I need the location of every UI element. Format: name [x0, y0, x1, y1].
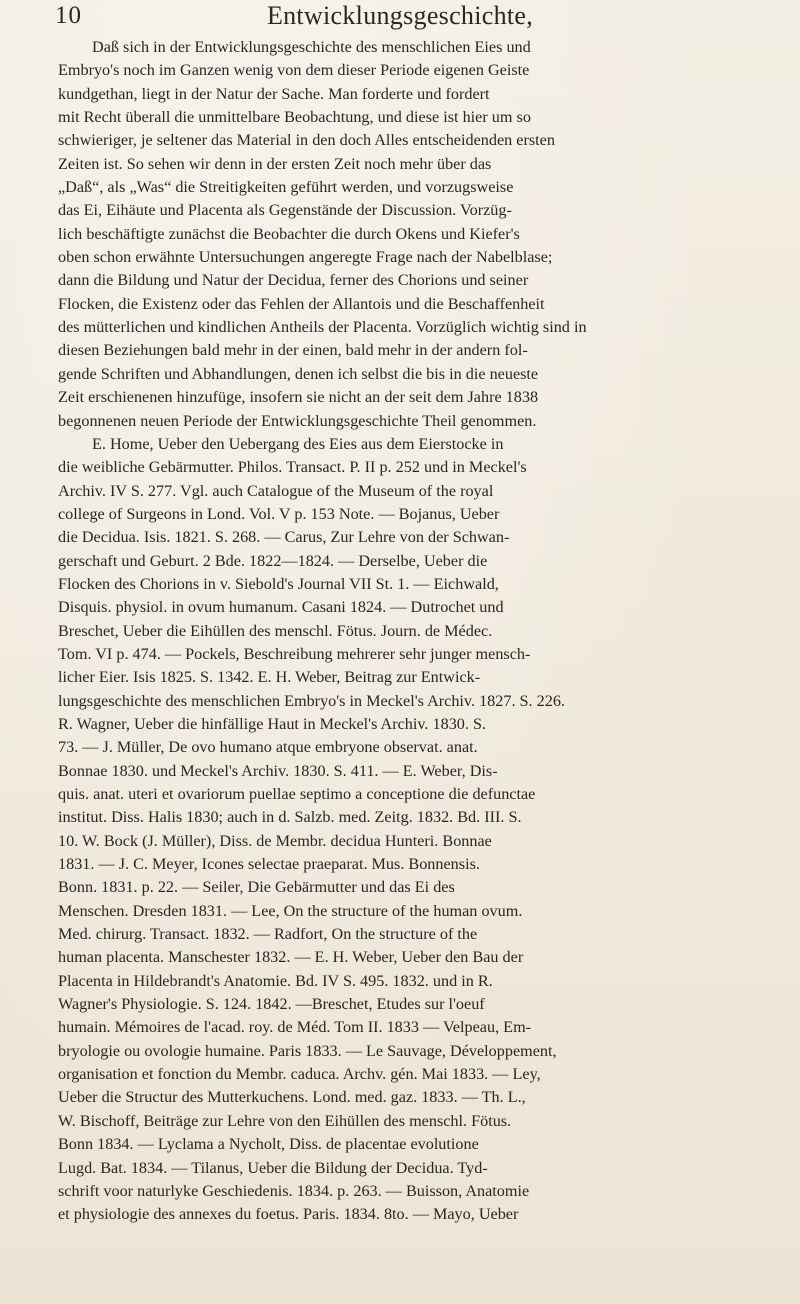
text-line: R. Wagner, Ueber die hinfällige Haut in Meckel's Archiv. 1830. S.	[58, 714, 487, 733]
text-line: schrift voor naturlyke Geschiedenis. 1834. p. 263. — Buisson, Anatomie	[58, 1181, 530, 1200]
text-line: E. Home, Ueber den Uebergang des Eies aus dem Eierstocke in	[92, 434, 504, 453]
text-line: licher Eier. Isis 1825. S. 1342. E. H. Weber, Beitrag zur Entwick-	[58, 668, 481, 687]
text-line: Med. chirurg. Transact. 1832. — Radfort, On the structure of the	[58, 925, 478, 944]
text-line: human placenta. Manschester 1832. — E. H. Weber, Ueber den Bau der	[58, 948, 524, 967]
text-line: kundgethan, liegt in der Natur der Sache. Man forderte und fordert	[58, 84, 490, 103]
text-line: des mütterlichen und kindlichen Antheils der Placenta. Vorzüglich wichtig sind in	[58, 318, 587, 337]
text-line: 10. W. Bock (J. Müller), Diss. de Membr. decidua Hunteri. Bonnae	[58, 831, 492, 850]
text-line: Tom. VI p. 474. — Pockels, Beschreibung mehrerer sehr junger mensch-	[58, 644, 531, 663]
text-line: diesen Beziehungen bald mehr in der einen, bald mehr in der andern fol-	[58, 341, 528, 360]
text-line: Disquis. physiol. in ovum humanum. Casani 1824. — Dutrochet und	[58, 598, 504, 617]
text-line: quis. anat. uteri et ovariorum puellae septimo a conceptione die defunctae	[58, 785, 536, 803]
text-line: 1831. — J. C. Meyer, Icones selectae praeparat. Mus. Bonnensis.	[58, 855, 480, 874]
text-line: schwieriger, je seltener das Material in den doch Alles entscheidenden ersten	[58, 131, 555, 150]
text-line: das Ei, Eihäute und Placenta als Gegenstände der Discussion. Vorzüg-	[58, 201, 512, 220]
text-line: bryologie ou ovologie humaine. Paris 1833. — Le Sauvage, Développement,	[58, 1041, 557, 1060]
text-line: Placenta in Hildebrandt's Anatomie. Bd. IV S. 495. 1832. und in R.	[58, 971, 493, 990]
text-line: Ueber die Structur des Mutterkuchens. Lond. med. gaz. 1833. — Th. L.,	[58, 1088, 526, 1107]
text-line: Lugd. Bat. 1834. — Tilanus, Ueber die Bildung der Decidua. Tyd-	[58, 1158, 488, 1177]
text-line: organisation et fonction du Membr. caduca. Archv. gén. Mai 1833. — Ley,	[58, 1065, 541, 1084]
text-line: Flocken des Chorions in v. Siebold's Journal VII St. 1. — Eichwald,	[58, 574, 499, 593]
text-line: Bonn 1834. — Lyclama a Nycholt, Diss. de placentae evolutione	[58, 1135, 479, 1154]
body-text	[58, 36, 742, 1227]
text-line: Zeiten ist. So sehen wir denn in der ersten Zeit noch mehr über das	[58, 154, 492, 173]
text-line: institut. Diss. Halis 1830; auch in d. Salzb. med. Zeitg. 1832. Bd. III. S.	[58, 808, 522, 827]
text-line: lungsgeschichte des menschlichen Embryo's in Meckel's Archiv. 1827. S. 226.	[58, 691, 565, 710]
text-line: 73. — J. Müller, De ovo humano atque embryone observat. anat.	[58, 738, 478, 757]
text-line: Breschet, Ueber die Eihüllen des menschl. Fötus. Journ. de Médec.	[58, 621, 493, 640]
text-line: „Daß“, als „Was“ die Streitigkeiten geführt werden, und vorzugsweise	[58, 178, 514, 197]
text-line: die Decidua. Isis. 1821. S. 268. — Carus, Zur Lehre von der Schwan-	[58, 528, 510, 547]
text-line: Flocken, die Existenz oder das Fehlen der Allantois und die Beschaffenheit	[58, 294, 545, 313]
text-line: Bonnae 1830. und Meckel's Archiv. 1830. S. 411. — E. Weber, Dis-	[58, 761, 498, 780]
text-line: lich beschäftigte zunächst die Beobachter die durch Okens und Kiefer's	[58, 224, 520, 243]
text-line: oben schon erwähnte Untersuchungen angeregte Frage nach der Nabelblase;	[58, 248, 553, 267]
text-line: Embryo's noch im Ganzen wenig von dem dieser Periode eigenen Geiste	[58, 61, 530, 80]
text-line: Menschen. Dresden 1831. — Lee, On the structure of the human ovum.	[58, 901, 523, 920]
text-line: gende Schriften und Abhandlungen, denen ich selbst die bis in die neueste	[58, 364, 539, 383]
text-line: college of Surgeons in Lond. Vol. V p. 153 Note. — Bojanus, Ueber	[58, 504, 500, 523]
text-line: W. Bischoff, Beiträge zur Lehre von den Eihüllen des menschl. Fötus.	[58, 1111, 512, 1130]
text-line: et physiologie des annexes du foetus. Paris. 1834. 8to. — Mayo, Ueber	[58, 1205, 519, 1224]
text-line: Zeit erschienenen hinzufüge, insofern sie nicht an der seit dem Jahre 1838	[58, 388, 539, 407]
text-line: Archiv. IV S. 277. Vgl. auch Catalogue of the Museum of the royal	[58, 481, 494, 500]
text-line: dann die Bildung und Natur der Decidua, ferner des Chorions und seiner	[58, 271, 529, 290]
text-line: begonnenen neuen Periode der Entwicklungsgeschichte Theil genommen.	[58, 411, 537, 430]
text-line: Bonn. 1831. p. 22. — Seiler, Die Gebärmutter und das Ei des	[58, 878, 455, 897]
text-line: Daß sich in der Entwicklungsgeschichte des menschlichen Eies und	[92, 38, 531, 56]
page-number: 10	[55, 2, 82, 29]
running-head: Entwicklungsgeschichte,	[266, 1, 534, 30]
page-header	[0, 0, 800, 34]
text-line: mit Recht überall die unmittelbare Beobachtung, und diese ist hier um so	[58, 108, 531, 127]
text-line: gerschaft und Geburt. 2 Bde. 1822—1824. — Derselbe, Ueber die	[58, 551, 488, 570]
text-line: Wagner's Physiologie. S. 124. 1842. —Breschet, Etudes sur l'oeuf	[58, 995, 485, 1014]
text-line: die weibliche Gebärmutter. Philos. Transact. P. II p. 252 und in Meckel's	[58, 458, 527, 477]
text-line: humain. Mémoires de l'acad. roy. de Méd. Tom II. 1833 — Velpeau, Em-	[58, 1018, 532, 1037]
